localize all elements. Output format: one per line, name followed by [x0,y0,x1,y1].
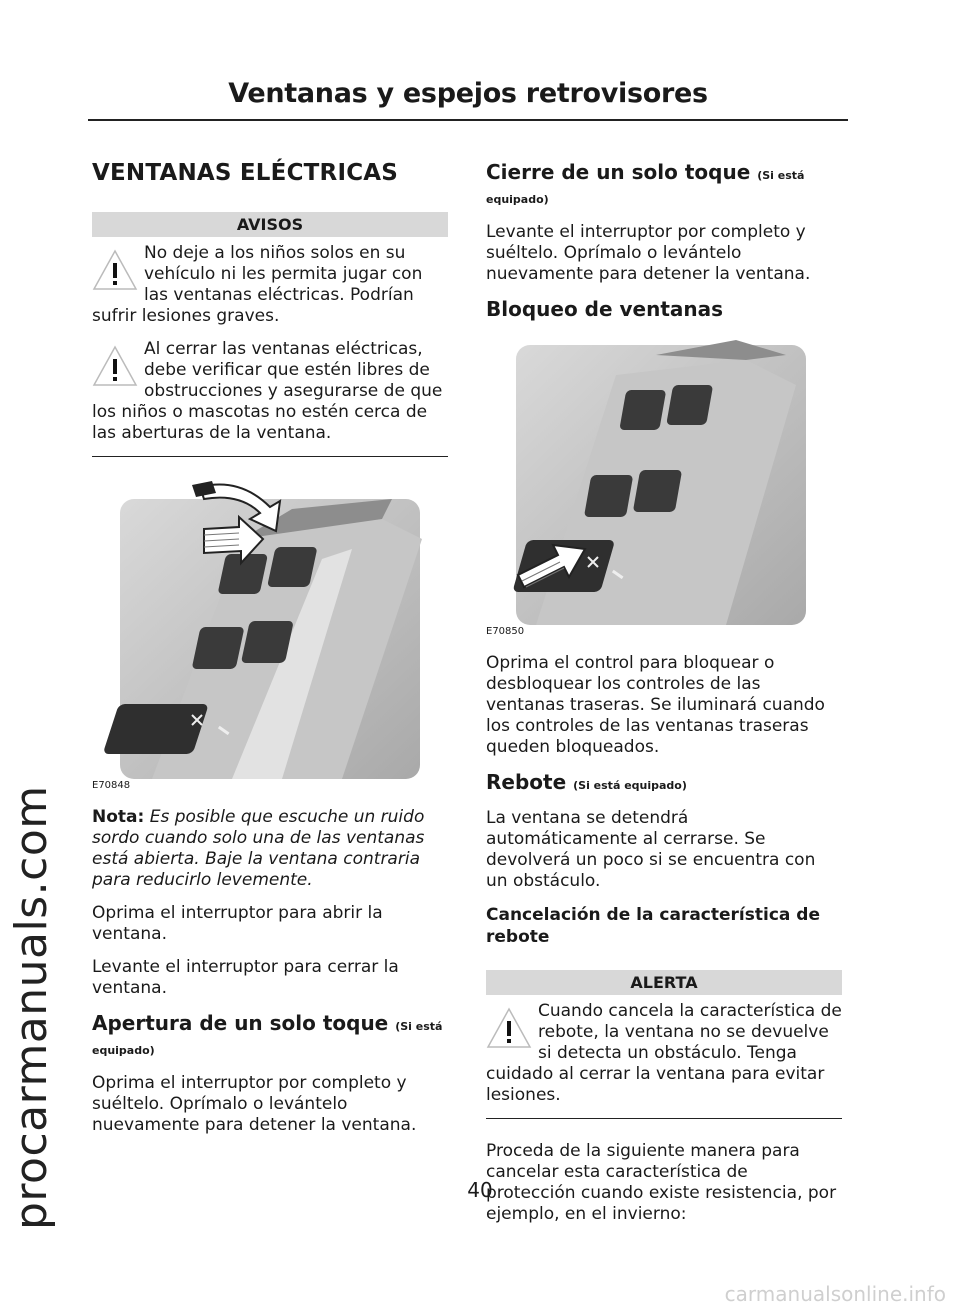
figure-code: E70848 [92,780,131,791]
warning-triangle-icon [92,343,138,389]
one-touch-open-title: Apertura de un solo toque [92,1011,389,1035]
warning-triangle-icon [92,247,138,293]
section-title: VENTANAS ELÉCTRICAS [92,160,399,186]
header-rule [88,119,848,121]
bounce-title: Rebote [486,770,567,794]
one-touch-open-heading [92,1011,448,1059]
window-switch-figure [92,479,448,789]
note-paragraph [92,807,448,891]
warning-text: No deje a los niños solos en su vehículo ni les permita jugar con las ventanas eléctricas. Podrían sufrir lesiones graves. [92,243,423,326]
side-watermark: procarmanuals.com [6,785,57,1230]
note-label: Nota: [92,807,145,827]
right-column [486,160,842,1237]
warning-item [92,243,448,327]
one-touch-close-qualifier: (Si está equipado) [486,169,805,206]
warning-item [92,339,448,444]
one-touch-close-text: Levante el interruptor por completo y suéltelo. Oprímalo o levántelo nuevamente para detener la ventana. [486,222,811,284]
alert-item [486,1001,842,1106]
warning-triangle-icon [486,1005,532,1051]
one-touch-open-text: Oprima el interruptor por completo y suéltelo. Oprímalo o levántelo nuevamente para detener la ventana. [92,1073,417,1135]
paragraph-open: Oprima el interruptor para abrir la ventana. [92,903,383,944]
bounce-heading [486,770,842,794]
cancel-heading: Cancelación de la característica de rebote [486,905,820,947]
bounce-text: La ventana se detendrá automáticamente al cerrarse. Se devolverá un poco si se encuentra con un obstáculo. [486,808,816,891]
figure-code: E70850 [486,626,525,637]
alert-title: ALERTA [486,970,842,995]
alert-end-rule [486,1118,842,1119]
lock-heading: Bloqueo de ventanas [486,297,724,321]
window-lock-figure [486,335,842,635]
warnings-title: AVISOS [92,212,448,237]
bottom-watermark: carmanualsonline.info [724,1282,946,1306]
one-touch-close-title: Cierre de un solo toque [486,160,751,184]
window-lock-panel-image [486,335,842,625]
note-text: Es posible que escuche un ruido sordo cuando solo una de las ventanas está abierta. Baje la ventana contraria para reducirlo levemente. [92,807,425,890]
proceed-text: Proceda de la siguiente manera para cancelar esta característica de protección cuando existe resistencia, por ejemplo, en el invierno: [486,1141,837,1224]
paragraph-close: Levante el interruptor para cerrar la ventana. [92,957,399,998]
alert-text: Cuando cancela la característica de rebote, la ventana no se devuelve si detecta un obstáculo. Tenga cuidado al cerrar la ventana para evitar lesiones. [486,1001,842,1105]
window-switch-panel-image [92,479,448,779]
bounce-qualifier: (Si está equipado) [573,779,687,792]
warning-text: Al cerrar las ventanas eléctricas, debe verificar que estén libres de obstrucciones y asegurarse de que los niños o mascotas no estén cerca de las aberturas de la ventana. [92,339,443,443]
left-column [92,160,448,1148]
running-header: Ventanas y espejos retrovisores [228,78,708,109]
page-number: 40 [467,1178,493,1202]
one-touch-close-heading [486,160,842,208]
one-touch-open-qualifier: (Si está equipado) [92,1020,443,1057]
lock-text: Oprima el control para bloquear o desbloquear los controles de las ventanas traseras. Se iluminará cuando los controles de las ventanas traseras queden bloqueados. [486,653,825,757]
warning-end-rule [92,456,448,457]
